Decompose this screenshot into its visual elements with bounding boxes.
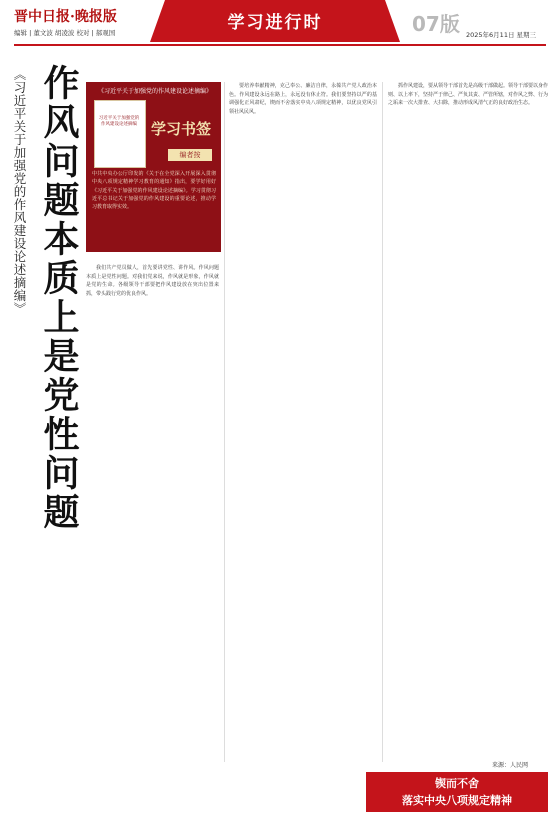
masthead-rule — [14, 44, 546, 46]
masthead — [0, 0, 560, 46]
article-source: 来源：人民网 — [492, 762, 529, 769]
article-paragraph: 要培养奉献精神，克己奉公、廉洁自律，永葆共产党人政治本色。作风建设永远在路上，永远没有休止符。我们要坚持以严的基调强化正风肃纪，锲而不舍落实中央八项规定精神，以优良党风引领社风民风。 — [229, 83, 377, 115]
article-column-2 — [229, 82, 377, 120]
editor-note-label: 编者按 — [168, 149, 212, 161]
editor-note-text: 中共中央办公厅印发的《关于在全党深入开展深入贯彻中央八项规定精神学习教育的通知》指出，要学好用好《习近平关于加强党的作风建设论述摘编》。学习贯彻习近平总书记关于加强党的作风建设的重要论述，推动学习教育取得实效。 — [92, 171, 216, 210]
card-top-title: 《习近平关于加强党的作风建设论述摘编》 — [97, 88, 212, 95]
newspaper-logo: 晋中日报·晚报版 — [14, 9, 117, 25]
page-number: 07版 — [412, 12, 460, 36]
article-paragraph: 抓作风建设，要从领导干部首先是高级干部做起。领导干部要以身作则、以上率下，坚持严于律己、严负其责、严管所辖，对作风之弊、行为之垢来一次大排查、大扫除，推动形成风清气正的良好政治生态。 — [388, 83, 549, 106]
study-bookmark-label: 学习书签 — [151, 120, 212, 138]
promo-line-2: 落实中央八项规定精神 — [402, 794, 512, 807]
article-column-1 — [86, 264, 219, 302]
section-title: 学习进行时 — [227, 13, 323, 33]
column-divider — [382, 82, 383, 762]
article-column-3 — [388, 82, 548, 112]
promo-line-1: 锲而不舍 — [435, 777, 479, 790]
column-divider — [224, 82, 225, 762]
article-paragraph: 我们共产党员做人，首先要讲党性、讲作风。作风问题本质上是党性问题。对我们党来说，作风就是形象，作风就是党的生命。各级领导干部要把作风建设放在突出位置来抓，带头践行党的优良作风。 — [86, 265, 219, 297]
book-cover-title: 习近平关于加强党的作风建设论述摘编 — [98, 116, 140, 128]
issue-date: 2025年6月11日 星期三 — [466, 31, 537, 39]
editor-credits: 编辑 | 董文波 胡凌波 校对 | 郝观国 — [14, 29, 116, 37]
book-cover-image — [94, 100, 146, 168]
headline-subtitle: 《习近平关于加强党的作风建设论述摘编》 — [12, 68, 27, 315]
headline-title: 作风问题本质上是党性问题 — [38, 64, 79, 532]
